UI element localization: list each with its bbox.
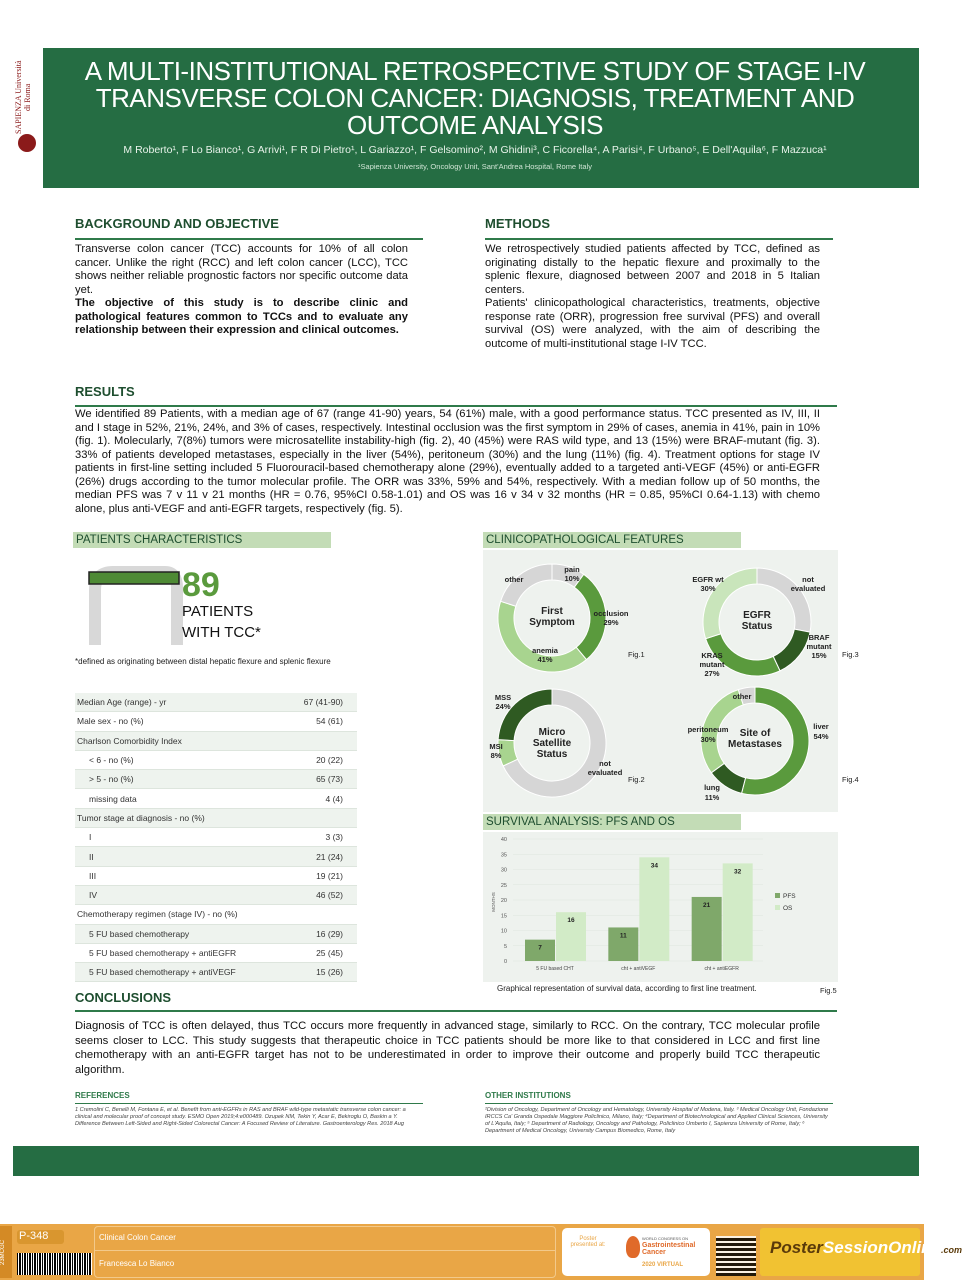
table-row [75, 828, 357, 847]
y-tick-label: 40 [500, 837, 507, 843]
table-row-label: I [89, 832, 92, 843]
pie3-label-msi: MSI [489, 742, 503, 751]
fig3-label: Fig.3 [842, 650, 859, 659]
patients-table [75, 693, 357, 982]
background-rule [75, 238, 423, 240]
poster-info-divider [95, 1250, 555, 1251]
legend-swatch-os [775, 905, 780, 910]
patient-count-label-1: PATIENTS [182, 603, 254, 620]
y-tick-label: 5 [503, 943, 507, 950]
fig5-label: Fig.5 [820, 986, 837, 995]
fig2-label: Fig.2 [628, 775, 645, 784]
table-row-value: 46 (52) [316, 890, 343, 901]
patient-count-label-2: WITH TCC* [182, 624, 261, 641]
methods-heading: METHODS [485, 216, 550, 231]
x-tick-label: cht + antiEGFR [704, 966, 739, 972]
table-row [75, 847, 357, 866]
pie1-label-pain: pain [564, 565, 580, 574]
pie1-value-pain: 10% [564, 574, 580, 583]
table-row-value: 19 (21) [316, 870, 343, 881]
y-axis-label: MONTHS [491, 892, 496, 912]
pie2-title-line1: EGFR [743, 610, 771, 621]
brand-logo[interactable] [770, 1238, 962, 1258]
bar-value-label: 11 [619, 932, 627, 940]
table-row [75, 886, 357, 905]
pie1-label-anemia: anemia [532, 646, 558, 655]
qr-code-icon [716, 1236, 756, 1276]
pie1-value-occlusion: 29% [603, 618, 619, 627]
other-institutions-text: ²Division of Oncology, Department of Oncology and Hematology, University Hospital of Modena, Italy. ³ Medical Oncology Unit, Fondazione IRCCS Ca' Granda Ospedale Maggiore Policlinico, Milano, Italy; ⁴Department of Biotechnological and Applied Clinical Sciences, University of L'Aquila, Italy; ⁵ Department of Radiology, Oncology and Pathology, Policlinico Umberto I, Sapienza University of Rome, Italy; ⁶ Department of Medical Oncology, University Campus Biomedico, Rome, Italy [485, 1107, 829, 1134]
methods-section [485, 243, 820, 351]
conclusions-heading: CONCLUSIONS [75, 990, 172, 1005]
survival-label: SURVIVAL ANALYSIS: PFS AND OS [483, 814, 741, 830]
table-row-value: 15 (26) [316, 967, 343, 978]
legend-label-pfs: PFS [783, 893, 796, 900]
table-row [75, 905, 357, 924]
table-row [75, 944, 357, 963]
table-row-value: 25 (45) [316, 948, 343, 958]
patients-label: PATIENTS CHARACTERISTICS [73, 532, 331, 548]
table-row-label: 5 FU based chemotherapy + antiVEGF [89, 967, 236, 978]
table-row-label: Male sex - no (%) [77, 716, 144, 727]
y-tick-label: 10 [500, 928, 507, 935]
table-row [75, 809, 357, 828]
footer-band [13, 1146, 919, 1176]
background-section [75, 243, 408, 338]
references-text: 1 Cremolini C, Benelli M, Fontana E, et al. Benefit from anti-EGFRs in RAS and BRAF wild-type metastatic transverse colon cancer: a clinical and molecular proof of concept study. ESMO Open 2019;4:e000489. Ozupek NM, Tekin Y, Acar E, Bekiroglu O, Baskin a Y. Difference Between Left-Sided and Right-Sided Colorectal Cancer: A Focused Review of Literature. Gastroenterology Res. 2018 Aug [75, 1107, 406, 1127]
references-heading: REFERENCES [75, 1091, 130, 1100]
affiliation: ¹Sapienza University, Oncology Unit, Sant'Andrea Hospital, Rome Italy [358, 162, 592, 171]
pie3-title-line3: Status [536, 749, 568, 760]
brand-logo-part-1: Poster [770, 1238, 823, 1257]
presented-at: Poster presented at: [570, 1236, 606, 1248]
clinico-pie-charts [483, 550, 838, 812]
table-row [75, 693, 357, 712]
table-row-value: 16 (29) [316, 928, 343, 939]
table-row [75, 963, 357, 982]
background-heading: BACKGROUND AND OBJECTIVE [75, 216, 279, 231]
survival-caption: Graphical representation of survival data, according to first line treatment. [497, 984, 757, 993]
side-code: 23MCGC [0, 1226, 12, 1278]
pie2-label-kras-1: KRAS [701, 651, 723, 660]
table-row-label: Median Age (range) - yr [77, 697, 167, 708]
pie2-title-line2: Status [741, 621, 773, 632]
pie2-label-braf-1: BRAF [808, 633, 830, 642]
pie2-label-egfrwt: EGFR wt [692, 575, 724, 584]
bar-value-label: 16 [567, 917, 575, 925]
university-logo-text: SAPIENZA Università di Roma [14, 60, 32, 135]
bar-value-label: 7 [538, 944, 542, 952]
table-row-value: 67 (41-90) [303, 697, 343, 708]
pie4-value-liver: 54% [813, 732, 829, 741]
table-row-value: 65 (73) [316, 774, 343, 785]
background-text: Transverse colon cancer (TCC) accounts for 10% of all colon cancer. Unlike the right (RCC) and left colon cancer (LCC), TCC shows neither reliable prognostic factors nor specific outcome data yet. [75, 243, 408, 296]
bar-os-2 [723, 863, 753, 961]
pie4-value-lung: 11% [704, 793, 720, 802]
table-row-label: Charlson Comorbidity Index [77, 735, 182, 746]
table-row-value: 54 (61) [316, 716, 343, 727]
patients-footnote: *defined as originating between distal hepatic flexure and splenic flexure [75, 657, 331, 666]
legend-swatch-pfs [775, 893, 780, 898]
pie2-slice-BRAF-mutant [773, 629, 810, 671]
pie4-title-line1: Site of [739, 728, 771, 739]
conclusions-text: Diagnosis of TCC is often delayed, thus TCC occurs more frequently in advanced stage, similarly to RCC. On the contrary, TCC molecular profile seems closer to LCC. This study suggests that therapeutic choice in TCC patients should be more like to that considered in LCC and first line chemotherapy with an anti-EGFR target has not to be underestimated in order to improve their outcome and properly build TCC therapeutic algorithm. [75, 1020, 820, 1076]
pie1-value-anemia: 41% [537, 655, 553, 664]
university-seal-icon [18, 134, 36, 152]
results-rule [75, 405, 837, 407]
x-tick-label: 5 FU based CHT [536, 966, 574, 972]
table-row-label: missing data [89, 793, 137, 804]
congress-line-1: WORLD CONGRESS ON [642, 1236, 689, 1241]
table-row-label: < 6 - no (%) [89, 755, 134, 766]
poster-title: A MULTI-INSTITUTIONAL RETROSPECTIVE STUDY OF STAGE I-IV TRANSVERSE COLON CANCER: DIAGNOSIS, TREATMENT AND OUTCOME ANALYSIS [84, 56, 866, 140]
pie2-value-egfrwt: 30% [700, 584, 716, 593]
table-row-label: Tumor stage at diagnosis - no (%) [77, 812, 205, 823]
table-row-label: Chemotherapy regimen (stage IV) - no (%) [77, 909, 238, 920]
y-tick-label: 25 [500, 882, 507, 889]
pie2-label-braf-2: mutant [806, 642, 832, 651]
poster-id: P-348 [17, 1230, 64, 1244]
table-row-label: II [89, 851, 94, 862]
results-heading: RESULTS [75, 384, 135, 399]
survival-bar-chart [483, 832, 838, 982]
other-institutions-heading: OTHER INSTITUTIONS [485, 1091, 571, 1100]
table-row-value: 21 (24) [316, 851, 343, 862]
pie1-label-occlusion: occlusion [593, 609, 629, 618]
fig4-label: Fig.4 [842, 775, 859, 784]
congress-line-2: Gastrointestinal Cancer [642, 1242, 696, 1256]
table-row-label: IV [89, 890, 98, 901]
presenting-author: Francesca Lo Bianco [99, 1259, 175, 1268]
table-row-label: 5 FU based chemotherapy + antiEGFR [89, 948, 237, 958]
methods-text-2: Patients' clinicopathological characteristics, treatments, objective response rate (ORR), progression free survival (PFS) and overall survival (OS) were analyzed, with the aim of describing the outcome of multi-institutional stage I-IV TCC. [485, 297, 820, 350]
pie1-label-other: other [504, 575, 524, 584]
barcode-icon [17, 1253, 92, 1275]
pie1-slice-other [501, 564, 552, 606]
bar-value-label: 34 [650, 862, 658, 870]
pie4-label-liver: liver [813, 722, 829, 731]
pie1-title-line2: Symptom [529, 617, 575, 628]
results-text: We identified 89 Patients, with a median age of 67 (range 41-90) years, 54 (61%) male, with a good performance status. TCC presented as IV, III, II and I stage in 52%, 21%, 24%, and 3% of cases, respectively. Intestinal occlusion was the first symptom in 29% of cases, anemia in 41%, pain in 10% (fig. 1). Molecularly, 7(8%) tumors were microsatellite instability-high (fig. 2), 40 (45%) were RAS wild type, and 13 (15%) were BRAF-mutant (fig. 3). 33% of patients developed metastases, especially in the liver (54%), peritoneum (30%) and the lung (11%) (fig. 4). Treatment options for stage IV patients in first-line setting included 5 Fluorouracil-based chemotherapy alone (29%), eventually added to a targeted anti-VEGF (45%) or anti-EGFR (26%) drugs according to the tumor molecular profile. The ORR was 33%, 59% and 54%, respectively. With a median follow up of 50 months, the median PFS was 7 v 11 v 21 months (HR = 0.76, 95%CI 0.58-1.01) and OS was 16 v 34 v 32 months (HR = 0.85, 95%CI 0.64-1.13) with chemo alone, plus anti-VEGF and anti-EGFR targets, respectively (fig. 5). [75, 408, 820, 515]
pie4-value-peritoneum: 30% [700, 735, 716, 744]
colon-illustration [75, 560, 185, 652]
brand-logo-part-3: .com [941, 1245, 962, 1255]
table-row-label: 5 FU based chemotherapy [89, 928, 190, 939]
references-rule [75, 1103, 423, 1104]
objective-text: The objective of this study is to describe clinic and pathological features common to TCCs and to evaluate any relationship between their expression and clinical outcomes. [75, 297, 408, 336]
y-tick-label: 35 [500, 852, 507, 859]
pie2-label-kras-2: mutant [699, 660, 725, 669]
pie4-label-lung: lung [704, 783, 720, 792]
pie3-label-noteval-2: evaluated [587, 768, 623, 777]
pie3-title-line2: Satellite [532, 738, 572, 749]
congress-flame-icon [626, 1236, 640, 1258]
poster-category: Clinical Colon Cancer [99, 1233, 176, 1242]
table-row-label: > 5 - no (%) [89, 774, 134, 785]
table-row-value: 3 (3) [325, 832, 343, 843]
pie3-label-noteval-1: not [599, 759, 611, 768]
pie4-label-peritoneum: peritoneum [687, 725, 729, 734]
other-institutions-rule [485, 1103, 833, 1104]
brand-logo-part-2: SessionOnline [822, 1238, 942, 1257]
author-list: M Roberto¹, F Lo Bianco¹, G Arrivi¹, F R Di Pietro¹, L Gariazzo¹, F Gelsomino², M Ghidini³, C Ficorella⁴, A Parisi⁴, F Urbano⁵, E Dell'Aquila⁶, F Mazzuca¹ [123, 144, 827, 156]
y-tick-label: 30 [500, 867, 507, 874]
pie4-label-other: other [732, 692, 752, 701]
pie3-title-line1: Micro [538, 727, 566, 738]
clinico-label: CLINICOPATHOLOGICAL FEATURES [483, 532, 741, 548]
y-tick-label: 15 [500, 913, 507, 920]
pie1-title-line1: First [541, 606, 563, 617]
table-row [75, 732, 357, 751]
methods-rule [485, 238, 833, 240]
table-row-value: 4 (4) [325, 793, 343, 804]
table-row [75, 789, 357, 808]
pie2-label-noteval-2: evaluated [790, 584, 826, 593]
pie2-label-noteval-1: not [802, 575, 814, 584]
pie2-value-braf: 15% [811, 651, 827, 660]
pie3-value-mss: 24% [495, 702, 511, 711]
table-row [75, 712, 357, 731]
bar-value-label: 21 [703, 901, 711, 909]
methods-text-1: We retrospectively studied patients affected by TCC, defined as originating distally to the hepatic flexure and proximally to the splenic flexure, diagnosed between 2007 and 2018 in 5 Italian centers. [485, 243, 820, 296]
patient-count: 89 [182, 566, 220, 604]
bar-os-1 [639, 857, 669, 961]
legend-label-os: OS [783, 905, 793, 912]
fig1-label: Fig.1 [628, 650, 645, 659]
congress-line-3: 2020 VIRTUAL [642, 1262, 684, 1268]
y-tick-label: 20 [500, 898, 507, 904]
table-row [75, 751, 357, 770]
y-tick-label: 0 [503, 959, 507, 965]
table-row [75, 770, 357, 789]
x-tick-label: cht + antiVEGF [621, 966, 656, 972]
table-row-value: 20 (22) [316, 755, 343, 766]
table-row-label: III [89, 870, 97, 881]
pie3-value-msi: 8% [490, 751, 502, 760]
pie4-title-line2: Metastases [728, 739, 782, 750]
bar-value-label: 32 [734, 868, 742, 876]
table-row [75, 925, 357, 944]
pie3-label-mss: MSS [494, 693, 512, 702]
pie2-value-kras: 27% [704, 669, 720, 678]
table-row [75, 867, 357, 886]
conclusions-rule [75, 1010, 837, 1012]
